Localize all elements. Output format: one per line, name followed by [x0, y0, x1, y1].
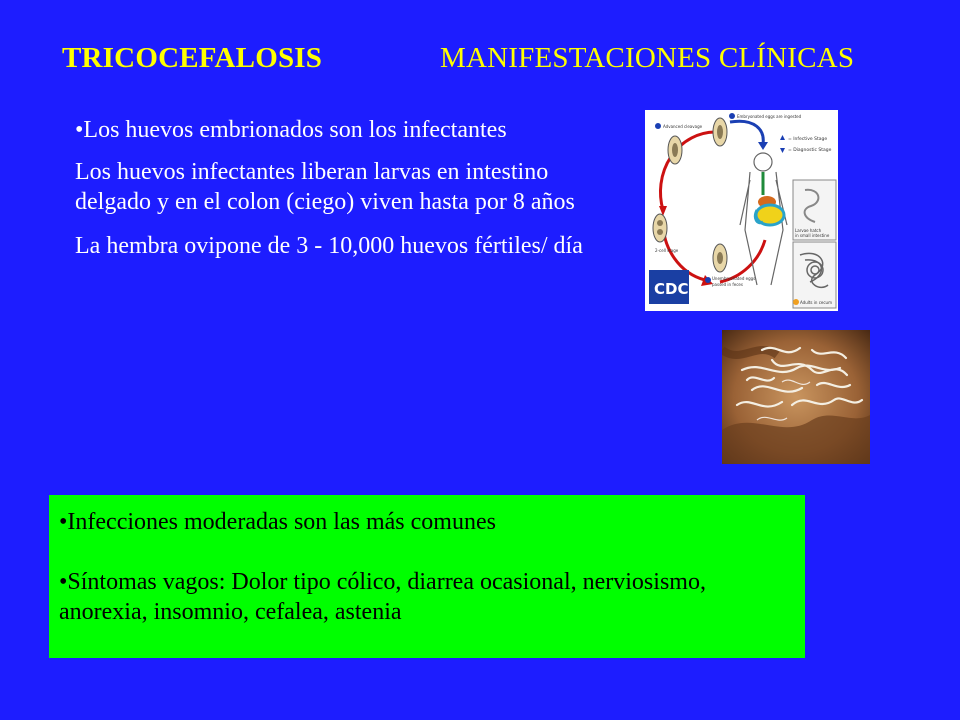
- topic-title: TRICOCEFALOSIS: [62, 42, 323, 74]
- bullet-moderate-infections: •Infecciones moderadas son las más comunes: [59, 509, 496, 535]
- lifecycle-diagram: [645, 110, 838, 311]
- svg-text:in small intestine: in small intestine: [795, 233, 830, 238]
- svg-text:Unembryonated eggs: Unembryonated eggs: [712, 276, 756, 281]
- body-text: [75, 115, 615, 275]
- svg-text:= Infective Stage: = Infective Stage: [788, 137, 828, 142]
- svg-text:2-cell stage: 2-cell stage: [655, 248, 679, 253]
- paragraph-larvae: Los huevos infectantes liberan larvas en intestino delgado y en el colon (ciego) viven hasta por 8 años: [75, 159, 575, 215]
- symptoms-box: [49, 495, 805, 658]
- svg-text:Embryonated eggs are ingested: Embryonated eggs are ingested: [737, 114, 802, 119]
- svg-text:Adults in cecum: Adults in cecum: [800, 300, 832, 305]
- svg-text:Larvae hatch: Larvae hatch: [795, 228, 822, 233]
- bullet-infective-eggs: •Los huevos embrionados son los infectantes: [75, 117, 507, 143]
- worm-photo: [722, 330, 870, 464]
- paragraph-oviposition: La hembra ovipone de 3 - 10,000 huevos fértiles/ día: [75, 233, 583, 259]
- svg-text:passed in feces: passed in feces: [712, 282, 743, 287]
- cdc-logo: CDC: [654, 280, 689, 298]
- spacer: [59, 537, 795, 567]
- svg-text:Advanced cleavage: Advanced cleavage: [663, 124, 703, 129]
- bullet-symptoms: •Síntomas vagos: Dolor tipo cólico, diarrea ocasional, nerviosismo, anorexia, insomnio, cefalea, astenia: [59, 569, 706, 625]
- svg-text:= Diagnostic Stage: = Diagnostic Stage: [788, 148, 832, 153]
- section-title: MANIFESTACIONES CLÍNICAS: [440, 42, 855, 74]
